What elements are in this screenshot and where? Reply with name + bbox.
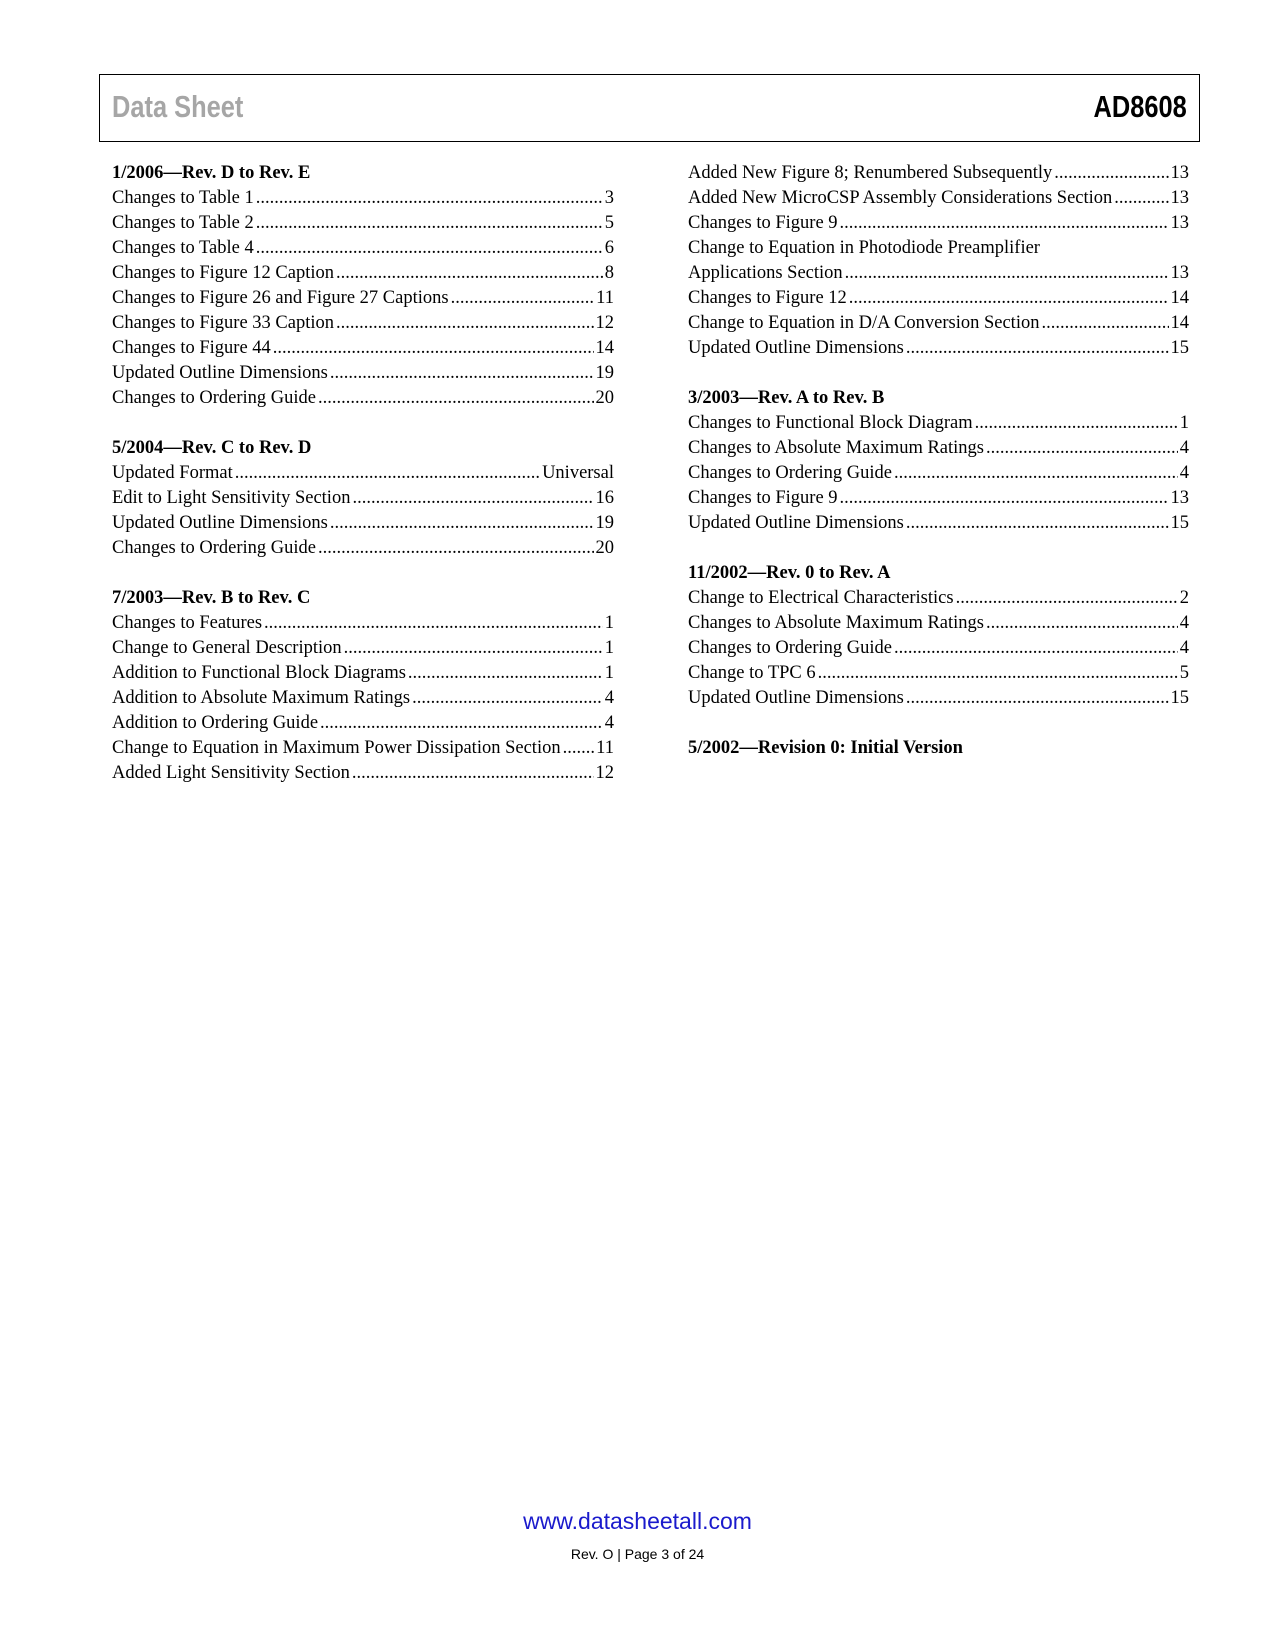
- entry-label: Added New Figure 8; Renumbered Subsequently: [688, 163, 1053, 183]
- change-entry: [112, 286, 614, 311]
- entry-page: 12: [595, 763, 614, 783]
- entry-label: Addition to Absolute Maximum Ratings: [112, 688, 411, 708]
- entry-page: 14: [1170, 288, 1189, 308]
- entry-page: 1: [604, 663, 614, 683]
- change-entry: [112, 761, 614, 786]
- entry-page: 12: [595, 313, 614, 333]
- revision-section: [112, 586, 614, 786]
- entry-label: Updated Outline Dimensions: [688, 688, 904, 708]
- change-entry: [688, 336, 1189, 361]
- entry-label: Changes to Absolute Maximum Ratings: [688, 438, 984, 458]
- entry-label-line2: Applications Section: [688, 263, 843, 283]
- leader-dots: [906, 336, 1169, 361]
- change-entry-wrapped: [688, 236, 1189, 286]
- leader-dots: [412, 686, 603, 711]
- change-entry: [688, 211, 1189, 236]
- entry-label: Updated Outline Dimensions: [112, 513, 328, 533]
- entry-label: Updated Outline Dimensions: [688, 513, 904, 533]
- leader-dots: [235, 461, 540, 486]
- change-entry: [112, 211, 614, 236]
- leader-dots: [849, 286, 1169, 311]
- leader-dots: [256, 186, 603, 211]
- entry-label: Change to Equation in Maximum Power Dissipation Section: [112, 738, 561, 758]
- entry-page: 15: [1170, 688, 1189, 708]
- entry-page: 20: [595, 538, 614, 558]
- entry-page: 4: [604, 688, 614, 708]
- entry-label: Changes to Figure 12: [688, 288, 847, 308]
- leader-dots: [256, 236, 603, 261]
- entry-label: Change to Equation in D/A Conversion Section: [688, 313, 1040, 333]
- entry-label: Added New MicroCSP Assembly Considerations Section: [688, 188, 1113, 208]
- entry-page: 4: [604, 713, 614, 733]
- leader-dots: [956, 586, 1178, 611]
- change-entry: [688, 161, 1189, 186]
- leader-dots: [256, 211, 603, 236]
- change-entry: [112, 336, 614, 361]
- change-entry: [688, 686, 1189, 711]
- page-info: Rev. O | Page 3 of 24: [570, 1546, 705, 1562]
- leader-dots: [845, 261, 1169, 286]
- entry-label: Updated Outline Dimensions: [112, 363, 328, 383]
- change-entry: [112, 511, 614, 536]
- revision-title: 7/2003—Rev. B to Rev. C: [112, 588, 311, 608]
- revision-title: 5/2004—Rev. C to Rev. D: [112, 438, 312, 458]
- entry-label-line2-row: [688, 261, 1189, 286]
- entry-page: 1: [1179, 413, 1189, 433]
- entry-page: 6: [604, 238, 614, 258]
- change-entry: [688, 586, 1189, 611]
- revision-section: [688, 736, 1189, 761]
- leader-dots: [352, 761, 594, 786]
- entry-page: 16: [595, 488, 614, 508]
- entry-label: Changes to Ordering Guide: [688, 463, 892, 483]
- entry-label: Changes to Figure 9: [688, 488, 838, 508]
- change-entry: [688, 511, 1189, 536]
- leader-dots: [986, 436, 1178, 461]
- leader-dots: [563, 736, 595, 761]
- change-entry: [112, 186, 614, 211]
- entry-page: 13: [1170, 188, 1189, 208]
- revision-title: 1/2006—Rev. D to Rev. E: [112, 163, 311, 183]
- leader-dots: [318, 536, 594, 561]
- change-entry: [112, 386, 614, 411]
- entry-label: Changes to Figure 33 Caption: [112, 313, 334, 333]
- left-column: [112, 161, 614, 811]
- leader-dots: [344, 636, 603, 661]
- entry-page: 13: [1170, 488, 1189, 508]
- leader-dots: [330, 511, 594, 536]
- entry-label: Changes to Ordering Guide: [112, 388, 316, 408]
- change-entry: [112, 611, 614, 636]
- entry-page: 13: [1170, 213, 1189, 233]
- leader-dots: [840, 211, 1169, 236]
- entry-page: 4: [1179, 463, 1189, 483]
- change-entry: [112, 536, 614, 561]
- entry-label: Changes to Features: [112, 613, 263, 633]
- revision-section-continued: [688, 161, 1189, 361]
- change-entry: [112, 636, 614, 661]
- website-link[interactable]: www.datasheetall.com: [523, 1508, 752, 1534]
- revision-title: 3/2003—Rev. A to Rev. B: [688, 388, 885, 408]
- change-entry: [688, 411, 1189, 436]
- leader-dots: [906, 686, 1169, 711]
- entry-page: 1: [604, 613, 614, 633]
- entry-label: Changes to Table 2: [112, 213, 254, 233]
- entry-label-line1: Change to Equation in Photodiode Preamplifier: [688, 238, 1040, 258]
- revision-section: [112, 161, 614, 411]
- entry-page: 4: [1179, 613, 1189, 633]
- entry-label: Addition to Ordering Guide: [112, 713, 319, 733]
- entry-label: Edit to Light Sensitivity Section: [112, 488, 351, 508]
- change-entry: [112, 261, 614, 286]
- entry-page: 4: [1179, 438, 1189, 458]
- entry-label: Changes to Figure 26 and Figure 27 Captions: [112, 288, 449, 308]
- entry-page: 4: [1179, 638, 1189, 658]
- change-entry: [112, 461, 614, 486]
- entry-label: Updated Format: [112, 463, 233, 483]
- change-entry: [112, 361, 614, 386]
- change-entry: [688, 486, 1189, 511]
- entry-page: 1: [604, 638, 614, 658]
- leader-dots: [1114, 186, 1168, 211]
- entry-label: Changes to Table 1: [112, 188, 254, 208]
- leader-dots: [1054, 161, 1168, 186]
- leader-dots: [264, 611, 603, 636]
- leader-dots: [894, 636, 1178, 661]
- entry-page: 15: [1170, 338, 1189, 358]
- page-header: [99, 74, 1200, 142]
- revision-section: [112, 436, 614, 561]
- leader-dots: [840, 486, 1169, 511]
- change-entry: [688, 436, 1189, 461]
- entry-page: 13: [1170, 263, 1189, 283]
- leader-dots: [336, 311, 594, 336]
- leader-dots: [894, 461, 1178, 486]
- change-entry: [688, 311, 1189, 336]
- entry-label: Changes to Figure 44: [112, 338, 271, 358]
- leader-dots: [408, 661, 603, 686]
- leader-dots: [986, 611, 1178, 636]
- change-entry: [112, 736, 614, 761]
- entry-label: Changes to Table 4: [112, 238, 254, 258]
- entry-page: 19: [595, 363, 614, 383]
- change-entry: [112, 236, 614, 261]
- entry-page: 15: [1170, 513, 1189, 533]
- right-column: [688, 161, 1189, 786]
- entry-label: Addition to Functional Block Diagrams: [112, 663, 406, 683]
- entry-page: 5: [604, 213, 614, 233]
- leader-dots: [330, 361, 594, 386]
- entry-page: 14: [1170, 313, 1189, 333]
- leader-dots: [273, 336, 594, 361]
- change-entry: [688, 461, 1189, 486]
- revision-title: 11/2002—Rev. 0 to Rev. A: [688, 563, 891, 583]
- revision-section: [688, 561, 1189, 711]
- change-entry: [112, 311, 614, 336]
- entry-page: 5: [1179, 663, 1189, 683]
- change-entry: [112, 661, 614, 686]
- entry-page: 13: [1170, 163, 1189, 183]
- entry-page: Universal: [542, 463, 614, 483]
- leader-dots: [818, 661, 1178, 686]
- change-entry: [688, 611, 1189, 636]
- leader-dots: [318, 386, 594, 411]
- leader-dots: [1041, 311, 1168, 336]
- entry-label: Changes to Absolute Maximum Ratings: [688, 613, 984, 633]
- entry-label: Changes to Ordering Guide: [112, 538, 316, 558]
- leader-dots: [352, 486, 593, 511]
- revision-section: [688, 386, 1189, 536]
- leader-dots: [975, 411, 1178, 436]
- entry-label: Added Light Sensitivity Section: [112, 763, 350, 783]
- entry-page: 11: [596, 738, 614, 758]
- entry-page: 19: [595, 513, 614, 533]
- entry-label: Changes to Figure 9: [688, 213, 838, 233]
- entry-label: Change to TPC 6: [688, 663, 816, 683]
- change-entry: [688, 661, 1189, 686]
- entry-label: Changes to Functional Block Diagram: [688, 413, 973, 433]
- change-entry: [688, 186, 1189, 211]
- entry-label: Updated Outline Dimensions: [688, 338, 904, 358]
- entry-page: 8: [604, 263, 614, 283]
- revision-title: 5/2002—Revision 0: Initial Version: [688, 738, 963, 758]
- leader-dots: [336, 261, 603, 286]
- part-number: AD8608: [1093, 89, 1187, 124]
- entry-page: 2: [1179, 588, 1189, 608]
- entry-label: Changes to Figure 12 Caption: [112, 263, 334, 283]
- change-entry: [112, 686, 614, 711]
- leader-dots: [320, 711, 603, 736]
- entry-label: Changes to Ordering Guide: [688, 638, 892, 658]
- entry-page: 3: [604, 188, 614, 208]
- entry-page: 14: [595, 338, 614, 358]
- entry-page: 20: [595, 388, 614, 408]
- change-entry: [112, 711, 614, 736]
- leader-dots: [906, 511, 1169, 536]
- leader-dots: [451, 286, 595, 311]
- entry-label: Change to General Description: [112, 638, 342, 658]
- entry-label: Change to Electrical Characteristics: [688, 588, 954, 608]
- doc-type-label: Data Sheet: [112, 89, 244, 124]
- change-entry: [688, 286, 1189, 311]
- change-entry: [688, 636, 1189, 661]
- entry-page: 11: [596, 288, 614, 308]
- change-entry: [112, 486, 614, 511]
